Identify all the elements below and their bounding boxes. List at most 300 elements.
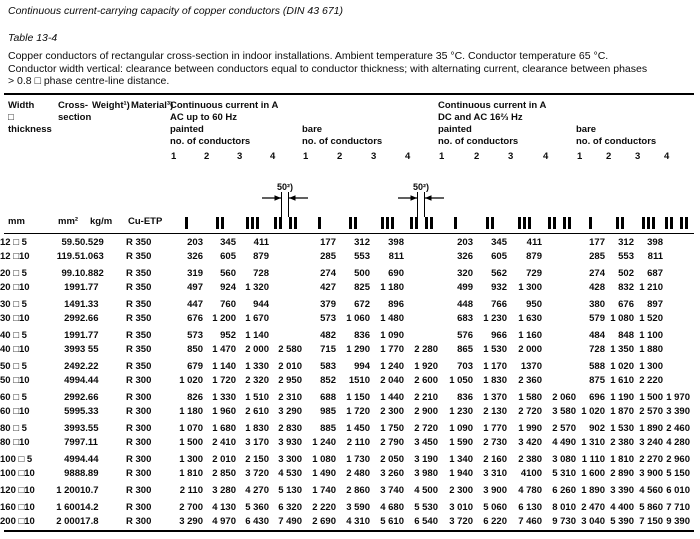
conductor-icon-2 <box>616 217 624 229</box>
cell-current <box>404 298 438 312</box>
cell-size: 12 □10 <box>0 251 30 262</box>
cell-current: 676 <box>618 299 634 310</box>
cell-material: R 300 <box>126 485 152 496</box>
cell-current: 560 <box>220 268 236 279</box>
cell-current: 2 380 <box>518 454 542 465</box>
cell-current: 4 970 <box>212 516 236 527</box>
conductor-icon-1 <box>589 217 592 229</box>
cell-size: 80 □10 <box>0 437 30 448</box>
cell-current: 9 730 <box>552 516 576 527</box>
table-row <box>0 360 690 374</box>
conductor-count-header: 3 <box>508 151 514 162</box>
cell-size: 100 □10 <box>0 468 35 479</box>
table-header <box>0 96 700 233</box>
cell-current: 683 <box>457 313 473 324</box>
cell-current: 985 <box>320 406 336 417</box>
cell-current <box>542 281 576 295</box>
cell-current: 2 950 <box>278 375 302 386</box>
cell-current: 380 <box>589 299 605 310</box>
table-row <box>0 250 690 264</box>
cell-current: 398 <box>388 237 404 248</box>
intro-line-2: Conductor width vertical: clearance between conductors equal to conductor thickness; with alternating current, clearance between phases <box>8 62 648 75</box>
cell-current: 203 <box>187 237 203 248</box>
cell-current: 3 170 <box>245 437 269 448</box>
cell-cross-section: 199 <box>64 330 80 341</box>
conductor-count-header: 4 <box>543 151 549 162</box>
cell-current: 448 <box>457 299 473 310</box>
cell-current: 1 940 <box>449 468 473 479</box>
cell-weight: 3.55 <box>80 423 99 434</box>
cell-current: 703 <box>457 361 473 372</box>
cell-current: 2 380 <box>610 437 634 448</box>
cell-current: 2 460 <box>666 423 690 434</box>
cell-current <box>542 343 576 357</box>
conductor-bar <box>553 217 556 229</box>
cell-current: 1 510 <box>245 392 269 403</box>
cell-current: 1 310 <box>581 437 605 448</box>
conductor-icon-4 <box>274 217 297 229</box>
cell-size: 30 □10 <box>0 313 30 324</box>
cell-material: R 350 <box>126 313 152 324</box>
cell-material: R 350 <box>126 299 152 310</box>
intro-line-3: > 0.8 □ phase centre-line distance. <box>8 75 170 87</box>
cell-current: 836 <box>354 330 370 341</box>
unit-mm2: mm² <box>58 216 79 227</box>
cell-current: 2 210 <box>414 392 438 403</box>
cell-current: 6 220 <box>483 516 507 527</box>
cell-current: 5 060 <box>483 502 507 513</box>
cell-current: 728 <box>589 344 605 355</box>
table-row <box>0 405 690 419</box>
cell-current: 1 470 <box>212 344 236 355</box>
cell-current: 1 580 <box>518 392 542 403</box>
cell-current: 4 310 <box>346 516 370 527</box>
cell-current: 5 610 <box>380 516 404 527</box>
table-row <box>0 374 690 388</box>
cell-size: 50 □10 <box>0 375 30 386</box>
cell-current: 2 580 <box>278 344 302 355</box>
cell-current: 2 610 <box>245 406 269 417</box>
cell-current: 499 <box>457 282 473 293</box>
cell-current: 553 <box>618 251 634 262</box>
cell-current: 5 530 <box>414 502 438 513</box>
conductor-count-header: 4 <box>270 151 276 162</box>
cell-current: 1 880 <box>639 344 663 355</box>
conductor-count-header: 1 <box>577 151 583 162</box>
cell-current: 1 770 <box>483 423 507 434</box>
conductor-bar <box>185 217 188 229</box>
conductor-bar <box>621 217 624 229</box>
cell-current: 312 <box>354 237 370 248</box>
cell-current: 1 370 <box>483 392 507 403</box>
cell-material: R 350 <box>126 251 152 262</box>
cell-current: 1 240 <box>380 361 404 372</box>
cell-material: R 350 <box>126 361 152 372</box>
cell-current <box>663 312 690 326</box>
cell-current: 1 960 <box>212 406 236 417</box>
cell-current: 2 410 <box>212 437 236 448</box>
cell-current: 1 230 <box>449 406 473 417</box>
conductor-bar <box>425 217 428 229</box>
cell-current: 1 740 <box>312 485 336 496</box>
intro-line-1: Copper conductors of rectangular cross-section in indoor installations. Ambient temperature 35 °C. Conductor temperature 65 °C. <box>8 50 609 62</box>
cell-current <box>269 267 302 281</box>
cell-size: 12 □ 5 <box>0 237 27 248</box>
cell-material: R 300 <box>126 502 152 513</box>
cell-current: 2 320 <box>245 375 269 386</box>
cell-current: 9 390 <box>666 516 690 527</box>
cell-current <box>269 329 302 343</box>
conductor-count-header: 3 <box>237 151 243 162</box>
cell-current: 319 <box>187 268 203 279</box>
cell-cross-section: 99.1 <box>61 268 80 279</box>
cell-current: 832 <box>618 282 634 293</box>
cell-current: 1 190 <box>610 392 634 403</box>
cell-current: 447 <box>187 299 203 310</box>
cell-current: 583 <box>320 361 336 372</box>
cell-cross-section: 599 <box>64 406 80 417</box>
conductor-bar <box>685 217 688 229</box>
cell-size: 40 □ 5 <box>0 330 27 341</box>
dc-group-subtitle: DC and AC 16⅔ Hz <box>438 112 523 123</box>
cell-current: 1 680 <box>212 423 236 434</box>
conductor-count-header: 4 <box>405 151 411 162</box>
cell-current: 411 <box>526 237 542 248</box>
conductor-icon-4 <box>665 217 688 229</box>
cell-current: 1 230 <box>483 313 507 324</box>
cell-current: 924 <box>220 282 236 293</box>
cell-current: 3 900 <box>639 468 663 479</box>
cell-material: R 350 <box>126 282 152 293</box>
cell-cross-section: 499 <box>64 454 80 465</box>
cell-current: 2 850 <box>212 468 236 479</box>
cell-weight: 10.7 <box>80 485 99 496</box>
cell-material: R 300 <box>126 406 152 417</box>
cell-current: 826 <box>187 392 203 403</box>
conductor-icon-3 <box>642 217 655 229</box>
cell-current: 4 130 <box>212 502 236 513</box>
cell-current: 2 110 <box>179 485 203 496</box>
table-row <box>0 484 690 498</box>
cell-current: 3 980 <box>414 468 438 479</box>
cell-size: 20 □10 <box>0 282 30 293</box>
conductor-bar <box>289 217 292 229</box>
cell-current: 1 020 <box>581 406 605 417</box>
conductor-bar <box>528 217 531 229</box>
table-row <box>0 312 690 326</box>
cell-current: 203 <box>457 237 473 248</box>
table-row <box>0 236 690 250</box>
cell-material: R 350 <box>126 330 152 341</box>
cell-current: 1 330 <box>245 361 269 372</box>
cell-current: 1 600 <box>581 468 605 479</box>
cell-current: 2 000 <box>245 344 269 355</box>
col-header-weight: Weight¹) <box>92 100 130 111</box>
cell-current: 3 290 <box>179 516 203 527</box>
cell-current: 3 930 <box>278 437 302 448</box>
conductor-bar <box>523 217 526 229</box>
cell-weight: 2.66 <box>80 392 99 403</box>
cell-current: 3 580 <box>552 406 576 417</box>
cell-current: 1 080 <box>610 313 634 324</box>
cell-current: 4 680 <box>380 502 404 513</box>
cell-current: 1 830 <box>245 423 269 434</box>
cell-current: 3 190 <box>414 454 438 465</box>
cell-current: 2 830 <box>278 423 302 434</box>
conductor-bar <box>256 217 259 229</box>
cell-cross-section: 299 <box>64 392 80 403</box>
cell-current: 2 160 <box>483 454 507 465</box>
cell-current: 3 720 <box>449 516 473 527</box>
cell-material: R 350 <box>126 237 152 248</box>
cell-current: 3 900 <box>483 485 507 496</box>
conductor-bar <box>491 217 494 229</box>
cell-weight: 4.44 <box>80 454 99 465</box>
conductor-bar <box>246 217 249 229</box>
cell-current: 4 530 <box>278 468 302 479</box>
cell-current: 2 720 <box>414 423 438 434</box>
cell-cross-section: 199 <box>64 282 80 293</box>
cell-current: 4 500 <box>414 485 438 496</box>
cell-current: 1 440 <box>380 392 404 403</box>
cell-current <box>269 312 302 326</box>
cell-current <box>663 236 690 250</box>
cell-current: 5 310 <box>552 468 576 479</box>
ac-group-subtitle: AC up to 60 Hz <box>170 112 238 123</box>
conductor-bar <box>410 217 413 229</box>
table-row <box>0 467 690 481</box>
cell-current <box>404 281 438 295</box>
unit-mm: mm <box>8 216 25 227</box>
conductor-count-header: 3 <box>635 151 641 162</box>
conductor-bar <box>386 217 389 229</box>
cell-current <box>542 267 576 281</box>
cell-current <box>404 236 438 250</box>
cell-current <box>269 250 302 264</box>
cell-current: 1 870 <box>610 406 634 417</box>
cell-current: 2 690 <box>312 516 336 527</box>
cell-current: 966 <box>491 330 507 341</box>
cell-current: 2 900 <box>414 406 438 417</box>
cell-current: 728 <box>253 268 269 279</box>
cell-current: 687 <box>647 268 663 279</box>
conductor-bar <box>294 217 297 229</box>
cell-current <box>663 374 690 388</box>
intro-text <box>8 50 647 88</box>
cell-current: 2 570 <box>639 406 663 417</box>
cell-current: 1 300 <box>518 282 542 293</box>
cell-current <box>542 360 576 374</box>
cell-current: 576 <box>457 330 473 341</box>
cell-cross-section: 399 <box>64 344 80 355</box>
table-row <box>0 329 690 343</box>
conductor-bar <box>251 217 254 229</box>
conductor-bar <box>354 217 357 229</box>
cell-current <box>542 236 576 250</box>
cell-current: 3 390 <box>666 406 690 417</box>
cell-material: R 300 <box>126 423 152 434</box>
cell-cross-section: 1 600 <box>56 502 80 513</box>
cell-current: 326 <box>457 251 473 262</box>
cell-current: 688 <box>320 392 336 403</box>
cell-current: 2 310 <box>278 392 302 403</box>
header-rule <box>4 233 694 234</box>
cell-current: 5 130 <box>278 485 302 496</box>
conductor-bar <box>216 217 219 229</box>
cell-current: 274 <box>320 268 336 279</box>
cell-current: 326 <box>187 251 203 262</box>
cell-current <box>542 298 576 312</box>
cell-current: 848 <box>618 330 634 341</box>
spacing-label: 50²) <box>276 182 293 192</box>
conductor-icon-2 <box>216 217 224 229</box>
conductor-icon-2 <box>349 217 357 229</box>
conductor-bar <box>548 217 551 229</box>
cell-current: 312 <box>618 237 634 248</box>
cell-current: 885 <box>320 423 336 434</box>
cell-current <box>542 374 576 388</box>
cell-material: R 300 <box>126 516 152 527</box>
cell-current: 2 960 <box>666 454 690 465</box>
cell-current: 562 <box>491 268 507 279</box>
cell-current: 1 300 <box>639 361 663 372</box>
cell-current: 1 890 <box>581 485 605 496</box>
cell-current: 484 <box>589 330 605 341</box>
cell-current: 1510 <box>348 375 370 386</box>
cell-current: 427 <box>320 282 336 293</box>
cell-current: 2 130 <box>483 406 507 417</box>
cell-current: 1 290 <box>346 344 370 355</box>
cell-current: 3 260 <box>380 468 404 479</box>
cell-current: 3 040 <box>581 516 605 527</box>
cell-cross-section: 59.5 <box>61 237 80 248</box>
cell-current <box>542 312 576 326</box>
cell-current <box>404 250 438 264</box>
cell-current: 1 300 <box>179 454 203 465</box>
cell-cross-section: 149 <box>64 299 80 310</box>
cell-current: 1 450 <box>346 423 370 434</box>
cell-current: 2 220 <box>312 502 336 513</box>
conductor-bar <box>647 217 650 229</box>
cell-material: R 300 <box>126 437 152 448</box>
dc-bare-conductors: no. of conductors <box>576 136 657 147</box>
spacing-annotation-ac-painted <box>261 182 309 217</box>
cell-size: 100 □ 5 <box>0 454 33 465</box>
conductor-icon-2 <box>486 217 494 229</box>
cell-current: 6 540 <box>414 516 438 527</box>
cell-current: 8 010 <box>552 502 576 513</box>
conductor-bar <box>279 217 282 229</box>
cell-current: 3 740 <box>380 485 404 496</box>
cell-current: 1 610 <box>610 375 634 386</box>
cell-size: 160 □10 <box>0 502 35 513</box>
cell-current: 3 420 <box>518 437 542 448</box>
cell-current: 1 240 <box>312 437 336 448</box>
cell-current: 1 200 <box>212 313 236 324</box>
cell-current: 2 480 <box>346 468 370 479</box>
unit-kg-m: kg/m <box>90 216 113 227</box>
conductor-icon-3 <box>381 217 394 229</box>
cell-current: 4 560 <box>639 485 663 496</box>
cell-cross-section: 249 <box>64 361 80 372</box>
cell-weight: 7.11 <box>80 437 98 448</box>
data-table <box>0 236 690 529</box>
cell-current: 1 080 <box>312 454 336 465</box>
cell-current: 1 020 <box>610 361 634 372</box>
conductor-bar <box>381 217 384 229</box>
cell-current: 1 100 <box>639 330 663 341</box>
cell-current: 7 710 <box>666 502 690 513</box>
cell-current: 1 720 <box>212 375 236 386</box>
cell-current: 500 <box>354 268 370 279</box>
cell-current: 573 <box>187 330 203 341</box>
cell-current: 676 <box>187 313 203 324</box>
cell-current: 952 <box>220 330 236 341</box>
conductor-bar <box>670 217 673 229</box>
cell-current: 902 <box>589 423 605 434</box>
conductor-bar <box>642 217 645 229</box>
cell-current: 1 090 <box>380 330 404 341</box>
cell-current: 1 330 <box>212 392 236 403</box>
cell-current: 285 <box>589 251 605 262</box>
cell-current <box>663 360 690 374</box>
cell-current <box>663 267 690 281</box>
col-header-material: Material³) <box>131 100 174 111</box>
cell-cross-section: 499 <box>64 375 80 386</box>
cell-current: 879 <box>253 251 269 262</box>
cell-current: 605 <box>220 251 236 262</box>
cell-current: 1 140 <box>245 330 269 341</box>
col-header-thickness: thickness <box>8 124 52 135</box>
conductor-bar <box>589 217 592 229</box>
table-label: Table 13-4 <box>8 32 58 44</box>
table-row <box>0 391 690 405</box>
table-row <box>0 343 690 357</box>
cell-current: 2 280 <box>414 344 438 355</box>
cell-current: 1 160 <box>518 330 542 341</box>
cell-current: 2 860 <box>346 485 370 496</box>
cell-current: 2 270 <box>639 454 663 465</box>
cell-current: 573 <box>320 313 336 324</box>
cell-current: 4 270 <box>245 485 269 496</box>
cell-weight: 4.44 <box>80 375 99 386</box>
cell-current: 320 <box>457 268 473 279</box>
table-row <box>0 436 690 450</box>
cell-current: 1 530 <box>483 344 507 355</box>
cell-current <box>404 267 438 281</box>
cell-current: 3 720 <box>245 468 269 479</box>
col-header-width: Width <box>8 100 35 111</box>
cell-size: 40 □10 <box>0 344 30 355</box>
cell-current: 6 430 <box>245 516 269 527</box>
cell-current: 605 <box>491 251 507 262</box>
cell-current: 1 500 <box>179 437 203 448</box>
cell-current: 696 <box>589 392 605 403</box>
cell-current: 5 390 <box>610 516 634 527</box>
conductor-count-header: 1 <box>303 151 309 162</box>
cell-current: 1 990 <box>518 423 542 434</box>
cell-current: 865 <box>457 344 473 355</box>
spacing-annotation-ac-bare <box>397 182 445 217</box>
cell-current: 1 970 <box>666 392 690 403</box>
dimension-arrows-icon <box>397 192 445 217</box>
cell-current: 2 720 <box>518 406 542 417</box>
doc-title: Continuous current-carrying capacity of copper conductors (DIN 43 671) <box>8 5 343 17</box>
cell-current: 6 130 <box>518 502 542 513</box>
conductor-bar <box>415 217 418 229</box>
cell-current: 285 <box>320 251 336 262</box>
cell-size: 30 □ 5 <box>0 299 27 310</box>
